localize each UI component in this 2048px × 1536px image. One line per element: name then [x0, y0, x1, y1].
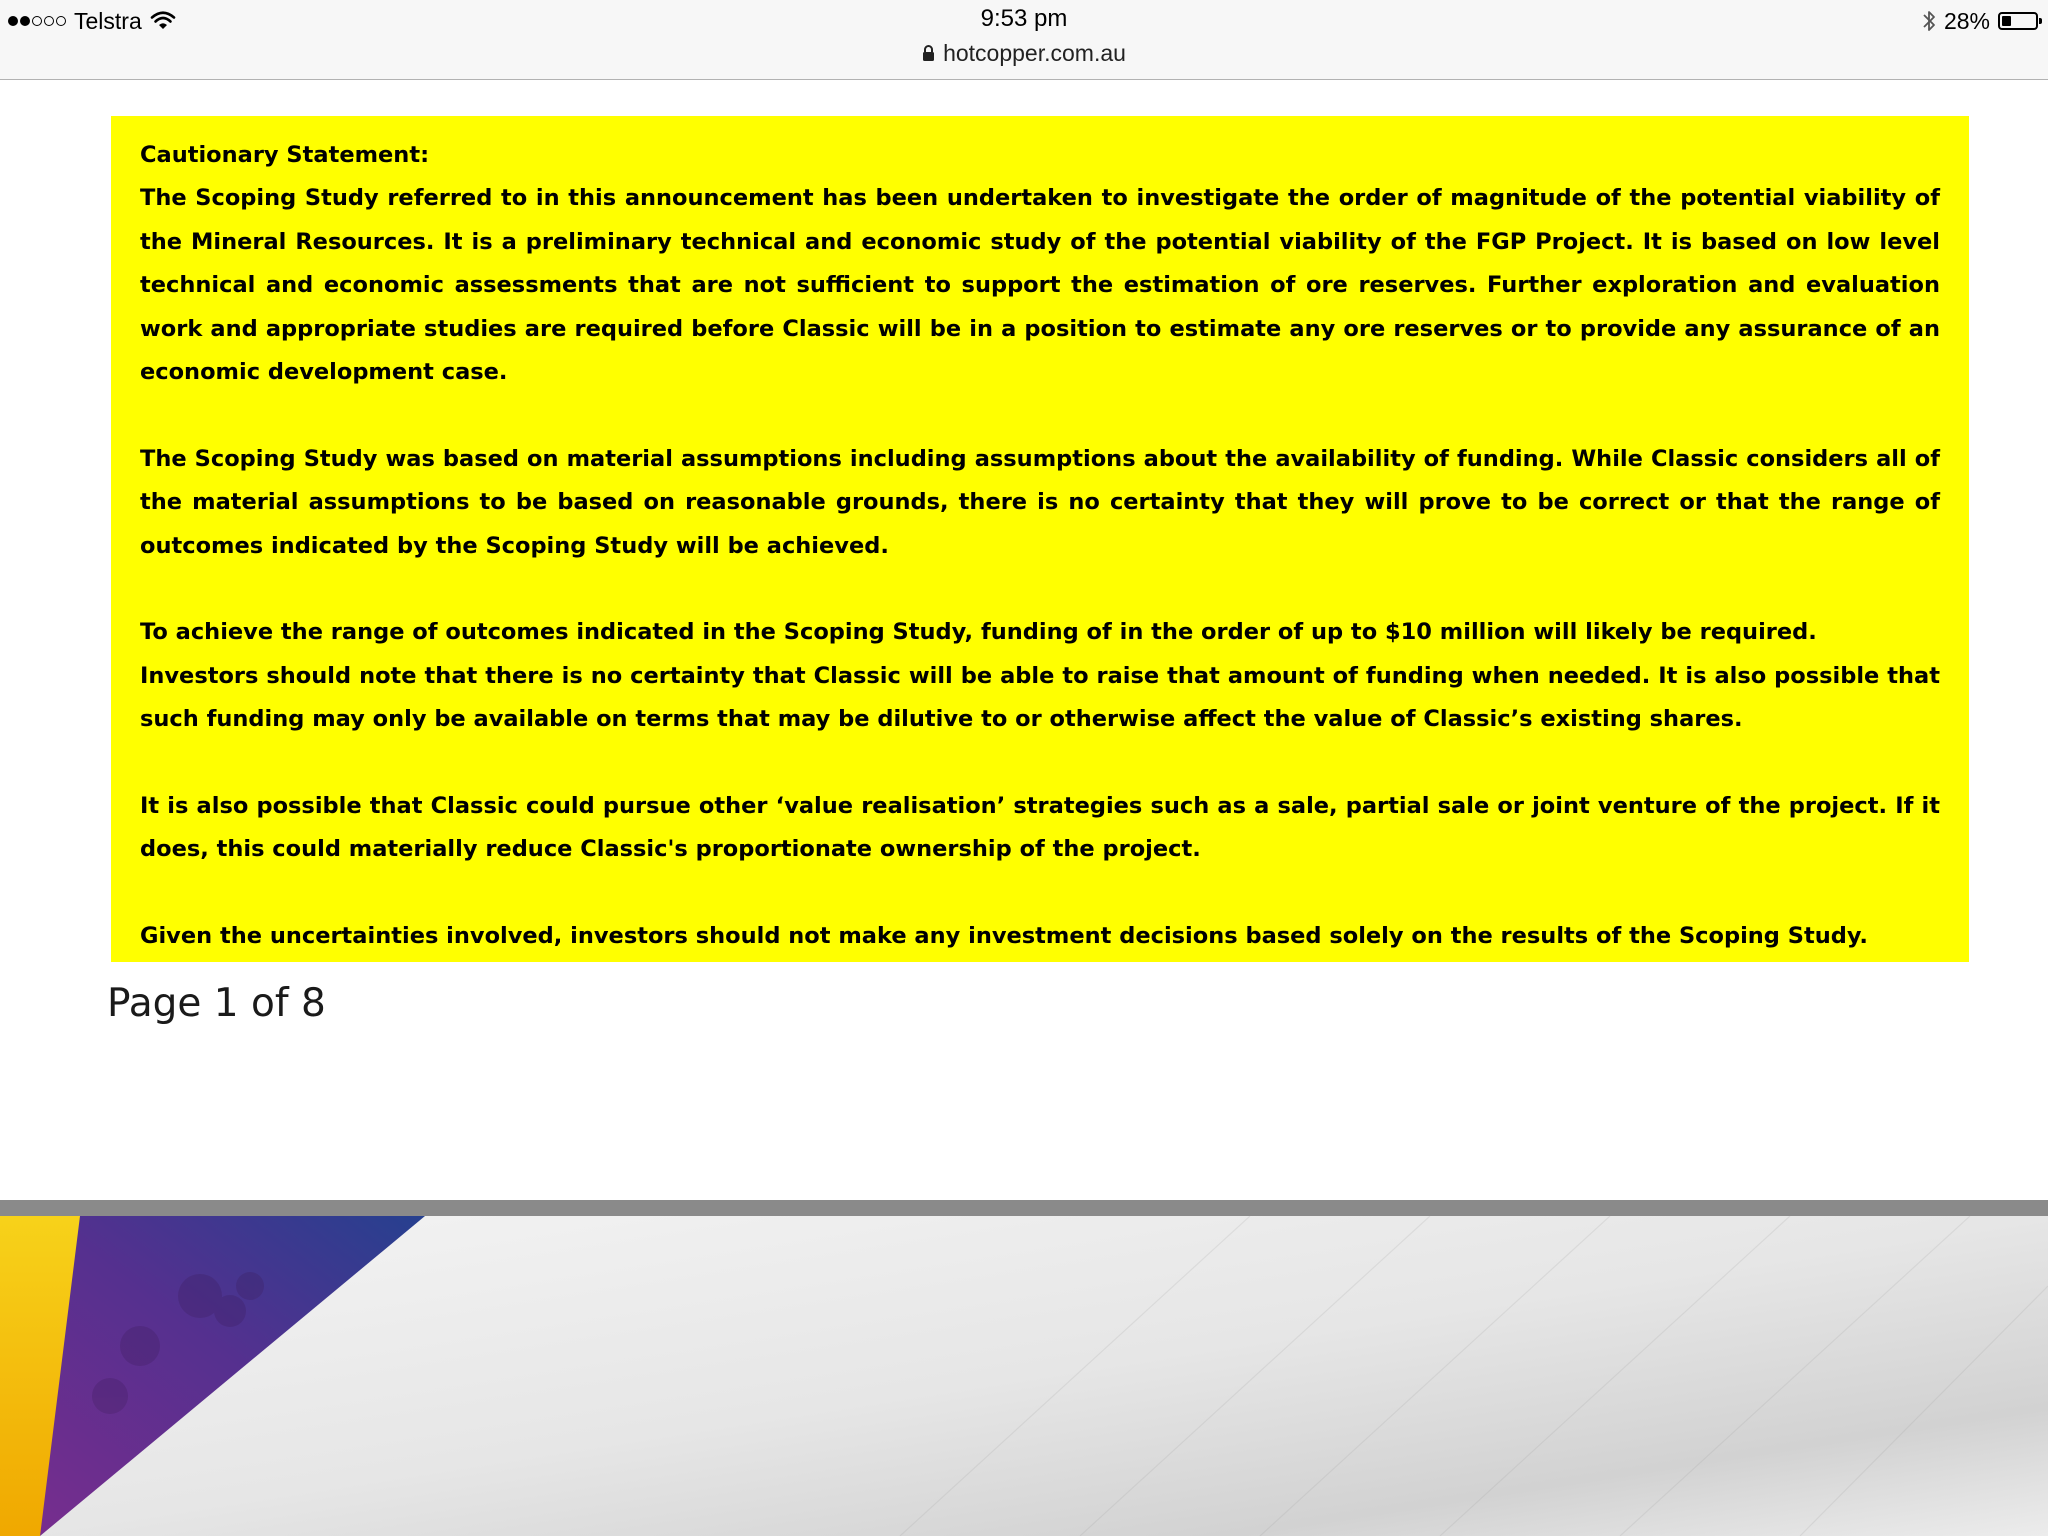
clock: 9:53 pm: [980, 5, 1068, 32]
carrier-name: Telstra: [74, 7, 142, 34]
url-text[interactable]: hotcopper.com.au: [943, 40, 1126, 66]
status-right: [1922, 6, 2038, 36]
paragraph-uncertainties: Given the uncertainties involved, investors should not make any investment decisions based solely on the results of the Scoping Study.: [140, 923, 1868, 950]
page-number: Page 1 of 8: [107, 981, 326, 1026]
battery-icon: [1998, 12, 2038, 30]
next-page-banner-graphic: [0, 1216, 2048, 1536]
paragraph-scoping-study: The Scoping Study referred to in this announcement has been undertaken to investigate the order of magnitude of the potential viability of the Mineral Resources. It is a preliminary technical and economic study of the potential viability of the FGP Project. It is based on low level technical and economic assessments that are not sufficient to support the estimation of ore reserves. Further exploration and evaluation work and appropriate studies are required before Classic will be in a position to estimate any ore reserves or to provide any assurance of an economic development case.: [140, 185, 1940, 386]
address-bar[interactable]: [0, 40, 2048, 67]
lock-icon: [922, 45, 935, 62]
battery-percent: 28%: [1943, 7, 1990, 34]
bluetooth-icon: [1922, 9, 1936, 33]
paragraph-value-realisation: It is also possible that Classic could pursue other ‘value realisation’ strategies such as a sale, partial sale or joint venture of the project. If it does, this could materially reduce Classic's proportionate ownership of the project.: [140, 793, 1940, 863]
paragraph-material-assumptions: The Scoping Study was based on material assumptions including assumptions about the availability of funding. While Classic considers all of the material assumptions to be based on reasonable grounds, there is no certainty that they will prove to be correct or that the range of outcomes indicated by the Scoping Study will be achieved.: [140, 445, 1940, 559]
cautionary-statement-box: [111, 116, 1969, 962]
paragraph-funding-required: To achieve the range of outcomes indicated in the Scoping Study, funding of in the order of up to $10 million will likely be required.: [140, 619, 1817, 646]
paragraph-funding-certainty: Investors should note that there is no certainty that Classic will be able to raise that amount of funding when needed. It is also possible that such funding may only be available on terms that may be dilutive to or otherwise affect the value of Classic’s existing shares.: [140, 662, 1940, 733]
page-divider: [0, 1200, 2048, 1216]
cautionary-heading: Cautionary Statement:: [140, 142, 430, 168]
status-bar: [0, 0, 2048, 80]
